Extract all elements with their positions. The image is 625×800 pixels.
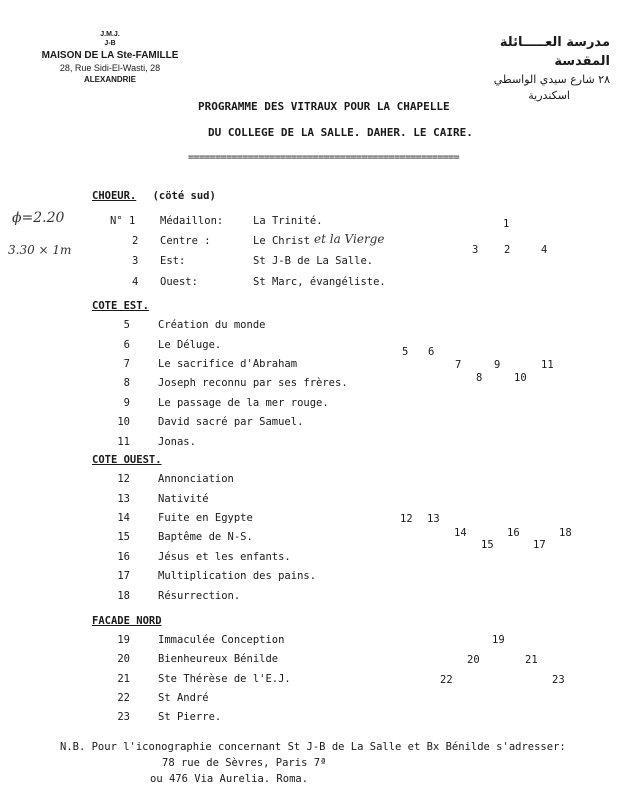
diagram-window-number: 17 xyxy=(533,539,546,551)
choeur-item-value: St J-B de La Salle. xyxy=(253,255,374,267)
diagram-window-number: 16 xyxy=(507,527,520,539)
window-item-number: 6 xyxy=(123,339,130,351)
diagram-window-number: 7 xyxy=(455,359,462,371)
window-item-text: Jonas. xyxy=(158,436,196,448)
diagram-window-number: 23 xyxy=(552,674,565,686)
footer-note-line-2: 78 rue de Sèvres, Paris 7ª xyxy=(162,757,327,769)
choeur-item-label: Est: xyxy=(160,255,186,267)
diagram-window-number: 18 xyxy=(559,527,572,539)
window-item-number: 5 xyxy=(123,319,130,331)
choeur-item-number: 2 xyxy=(132,235,139,247)
window-item-number: 7 xyxy=(123,358,130,370)
window-item-text: Baptême de N-S. xyxy=(158,531,253,543)
window-item-text: Le Déluge. xyxy=(158,339,222,351)
window-item-number: 16 xyxy=(117,551,130,563)
section-choeur-heading: CHOEUR. xyxy=(92,190,137,202)
diagram-window-number: 11 xyxy=(541,359,554,371)
diagram-window-number: 6 xyxy=(428,346,435,358)
window-item-text: Le passage de la mer rouge. xyxy=(158,397,329,409)
diagram-window-number: 21 xyxy=(525,654,538,666)
diagram-window-number: 13 xyxy=(427,513,440,525)
window-item-text: Le sacrifice d'Abraham xyxy=(158,358,298,370)
letterhead-jmj: J.M.J. xyxy=(100,31,120,38)
window-item-text: Nativité xyxy=(158,493,209,505)
window-item-number: 20 xyxy=(117,653,130,665)
footer-note-line-1: N.B. Pour l'iconographie concernant St J-B de La Salle et Bx Bénilde s'adresser: xyxy=(60,741,566,753)
window-item-text: St Pierre. xyxy=(158,711,222,723)
window-item-number: 13 xyxy=(117,493,130,505)
window-item-text: Création du monde xyxy=(158,319,266,331)
window-item-number: 11 xyxy=(117,436,130,448)
letterhead-address: 28, Rue Sidi-El-Wasti, 28 xyxy=(59,63,161,74)
diagram-window-number: 15 xyxy=(481,539,494,551)
window-item-number: 21 xyxy=(117,673,130,685)
margin-note-diameter: ϕ=2.20 xyxy=(12,210,65,226)
window-item-text: St André xyxy=(158,692,209,704)
choeur-item-label: Ouest: xyxy=(160,276,198,288)
document-title-line-1: PROGRAMME DES VITRAUX POUR LA CHAPELLE xyxy=(198,100,450,113)
diagram-window-number: 14 xyxy=(454,527,467,539)
window-item-text: Multiplication des pains. xyxy=(158,570,317,582)
diagram-window-number: 1 xyxy=(503,218,510,230)
diagram-window-number: 2 xyxy=(504,244,511,256)
diagram-window-number: 10 xyxy=(514,372,527,384)
choeur-item-number: N° 1 xyxy=(110,215,136,227)
window-item-text: Annonciation xyxy=(158,473,234,485)
section-choeur xyxy=(92,190,216,202)
diagram-window-number: 5 xyxy=(402,346,409,358)
section-facade-nord: FACADE NORD xyxy=(92,615,162,627)
window-item-number: 19 xyxy=(117,634,130,646)
window-item-text: Joseph reconnu par ses frères. xyxy=(158,377,348,389)
diagram-window-number: 19 xyxy=(492,634,505,646)
arabic-letterhead xyxy=(440,34,610,104)
choeur-item-number: 4 xyxy=(132,276,139,288)
arabic-line-1: مدرسة العـــــائلة المقدسة xyxy=(499,35,610,69)
window-item-number: 12 xyxy=(117,473,130,485)
window-item-text: Fuite en Egypte xyxy=(158,512,253,524)
choeur-item-value: St Marc, évangéliste. xyxy=(253,276,386,288)
window-item-number: 8 xyxy=(123,377,130,389)
window-item-text: Jésus et les enfants. xyxy=(158,551,291,563)
diagram-window-number: 9 xyxy=(494,359,501,371)
diagram-window-number: 8 xyxy=(476,372,483,384)
window-item-number: 23 xyxy=(117,711,130,723)
window-item-text: David sacré par Samuel. xyxy=(158,416,304,428)
choeur-item-label: Centre : xyxy=(160,235,211,247)
letterhead xyxy=(25,30,195,85)
diagram-window-number: 3 xyxy=(472,244,479,256)
window-item-number: 15 xyxy=(117,531,130,543)
choeur-item-number: 3 xyxy=(132,255,139,267)
document-title-line-2: DU COLLEGE DE LA SALLE. DAHER. LE CAIRE. xyxy=(208,126,473,139)
window-item-text: Résurrection. xyxy=(158,590,241,602)
diagram-window-number: 4 xyxy=(541,244,548,256)
window-item-text: Ste Thérèse de l'E.J. xyxy=(158,673,291,685)
diagram-window-number: 22 xyxy=(440,674,453,686)
window-item-number: 22 xyxy=(117,692,130,704)
window-item-number: 14 xyxy=(117,512,130,524)
section-choeur-subheading: (cöté sud) xyxy=(152,190,216,202)
diagram-window-number: 20 xyxy=(467,654,480,666)
diagram-window-number: 12 xyxy=(400,513,413,525)
window-item-number: 10 xyxy=(117,416,130,428)
margin-note-dimensions: 3.30 × 1m xyxy=(8,243,72,257)
choeur-item-label: Médaillon: xyxy=(160,215,224,227)
window-item-text: Immaculée Conception xyxy=(158,634,285,646)
section-cote-ouest: COTE OUEST. xyxy=(92,454,162,466)
arabic-line-3: اسكندرية xyxy=(528,88,570,102)
window-item-number: 9 xyxy=(123,397,130,409)
choeur-item-handwritten-addition: et la Vierge xyxy=(314,232,385,246)
letterhead-jbte: J-B xyxy=(104,40,116,48)
letterhead-name: MAISON DE LA Ste-FAMILLE xyxy=(41,49,179,61)
title-underline-rule: ================================================== xyxy=(188,152,460,163)
arabic-line-2: ٢٨ شارع سيدي الواسطي xyxy=(493,72,610,86)
footer-note-line-3: ou 476 Via Aurelia. Roma. xyxy=(150,773,309,785)
choeur-item-value: Le Christ xyxy=(253,235,310,247)
letterhead-city: ALEXANDRIE xyxy=(83,74,136,84)
section-cote-est: COTE EST. xyxy=(92,300,149,312)
window-item-number: 18 xyxy=(117,590,130,602)
window-item-text: Bienheureux Bénilde xyxy=(158,653,279,665)
window-item-number: 17 xyxy=(117,570,130,582)
choeur-item-value: La Trinité. xyxy=(253,215,323,227)
